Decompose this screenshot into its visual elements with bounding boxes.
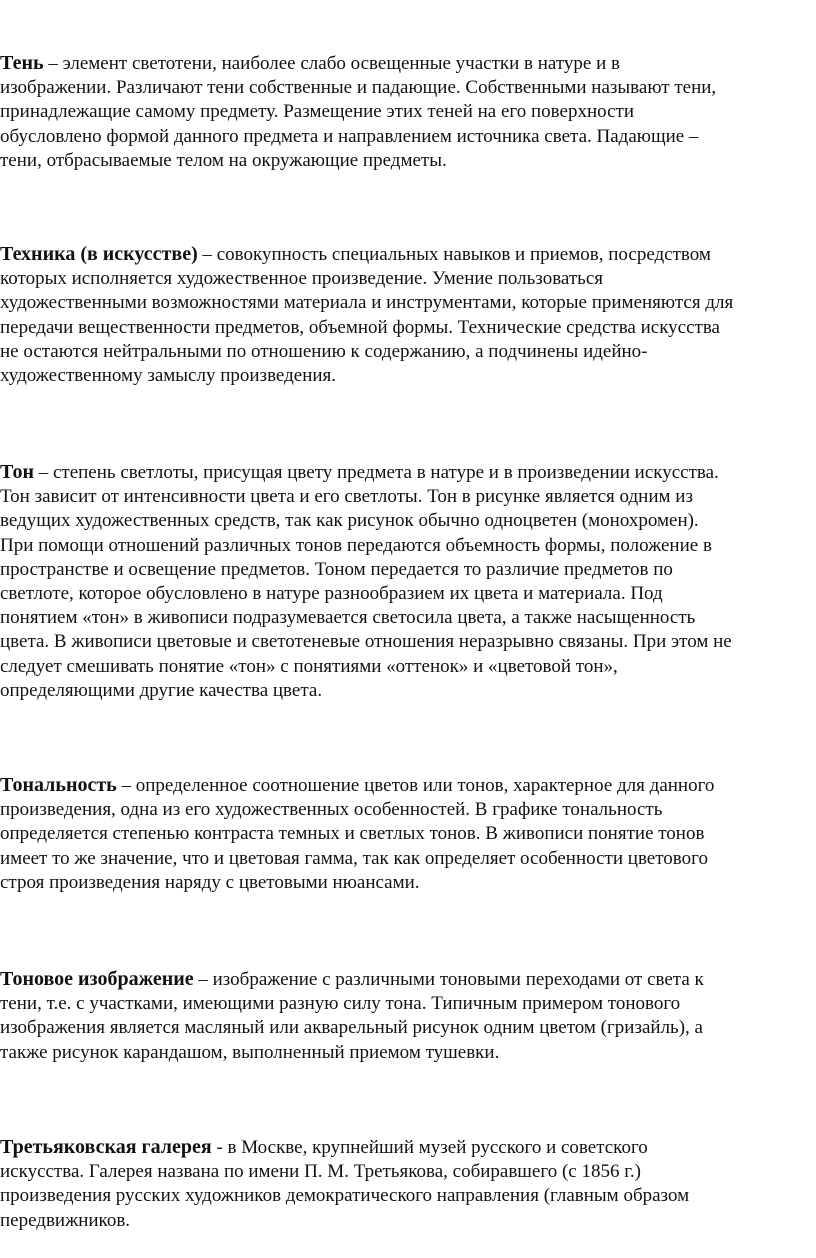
definition-line: обусловлено формой данного предмета и направлением источника света. Падающие – bbox=[0, 125, 699, 147]
definition-line: художественному замыслу произведения. bbox=[0, 365, 337, 387]
definition-line: цвета. В живописи цветовые и светотеневые отношения неразрывно связаны. При этом не bbox=[0, 631, 732, 653]
definition-line: произведения русских художников демократического направления (главным образом bbox=[0, 1185, 690, 1207]
definition-line: ведущих художественных средств, так как рисунок обычно одноцветен (монохромен). bbox=[0, 510, 699, 532]
definition-line: произведения, одна из его художественных особенностей. В графике тональность bbox=[0, 799, 663, 821]
definition-line: – степень светлоты, присущая цвету предмета в натуре и в произведении искусства. bbox=[33, 462, 719, 483]
definition-line: строя произведения наряду с цветовыми нюансами. bbox=[0, 871, 420, 893]
definition-line: не остаются нейтральными по отношению к содержанию, а подчинены идейно- bbox=[0, 340, 648, 362]
term-heading: Тональность bbox=[0, 774, 117, 796]
definition-line: художественными возможностями материала и инструментами, которые применяются для bbox=[0, 292, 734, 314]
glossary-entry-ten bbox=[0, 51, 816, 173]
glossary-entry-tonovoe-izobrazhenie bbox=[0, 967, 816, 1065]
definition-line: имеет то же значение, что и цветовая гамма, так как определяет особенности цветового bbox=[0, 847, 708, 869]
definition-line: принадлежащие самому предмету. Размещение этих теней на его поверхности bbox=[0, 101, 634, 123]
definition-line: передвижников. bbox=[0, 1209, 131, 1231]
definition-line: изображения является масляный или акварельный рисунок одним цветом (гризайль), а bbox=[0, 1017, 703, 1039]
term-heading: Техника (в искусстве) bbox=[0, 243, 198, 265]
glossary-entry-tonalnost bbox=[0, 773, 816, 895]
term-heading: Тон bbox=[0, 461, 34, 483]
definition-line: – изображение с различными тоновыми переходами от света к bbox=[193, 969, 704, 990]
term-heading: Тоновое изображение bbox=[0, 968, 194, 990]
definition-line: тени, отбрасываемые телом на окружающие предметы. bbox=[0, 149, 447, 171]
definition-line: определяющими другие качества цвета. bbox=[0, 679, 323, 701]
glossary-entry-tekhnika bbox=[0, 242, 816, 388]
term-heading: Третьяковская галерея bbox=[0, 1136, 212, 1158]
definition-line: определяется степенью контраста темных и светлых тонов. В живописи понятие тонов bbox=[0, 823, 705, 845]
definition-line: понятием «тон» в живописи подразумевается светосила цвета, а также насыщенность bbox=[0, 607, 696, 629]
definition-line: Тон зависит от интенсивности цвета и его светлоты. Тон в рисунке является одним из bbox=[0, 486, 693, 508]
definition-line: тени, т.е. с участками, имеющими разную силу тона. Типичным примером тонового bbox=[0, 993, 681, 1015]
definition-line: которых исполняется художественное произведение. Умение пользоваться bbox=[0, 268, 603, 290]
definition-line: искусства. Галерея названа по имени П. М. Третьякова, собиравшего (с 1856 г.) bbox=[0, 1161, 641, 1183]
term-heading: Тень bbox=[0, 52, 44, 74]
definition-line: пространстве и освещение предметов. Тоном передается то различие предметов по bbox=[0, 558, 673, 580]
definition-line: - в Москве, крупнейший музей русского и советского bbox=[211, 1137, 648, 1158]
definition-line: При помощи отношений различных тонов передаются объемность формы, положение в bbox=[0, 534, 712, 556]
definition-line: также рисунок карандашом, выполненный приемом тушевки. bbox=[0, 1041, 500, 1063]
definition-line: передачи вещественности предметов, объемной формы. Технические средства искусства bbox=[0, 316, 720, 338]
definition-line: следует смешивать понятие «тон» с понятиями «оттенок» и «цветовой тон», bbox=[0, 655, 618, 677]
definition-line: – элемент светотени, наиболее слабо освещенные участки в натуре и в bbox=[43, 53, 620, 74]
definition-line: – определенное соотношение цветов или тонов, характерное для данного bbox=[116, 775, 715, 796]
definition-line: светлоте, которое обусловлено в натуре разнообразием их цвета и материала. Под bbox=[0, 583, 663, 605]
definition-line: – совокупность специальных навыков и приемов, посредством bbox=[197, 244, 711, 265]
definition-line: изображении. Различают тени собственные и падающие. Собственными называют тени, bbox=[0, 77, 717, 99]
glossary-entry-ton bbox=[0, 460, 816, 703]
glossary-entry-tretyakovskaya-galereya bbox=[0, 1135, 816, 1233]
